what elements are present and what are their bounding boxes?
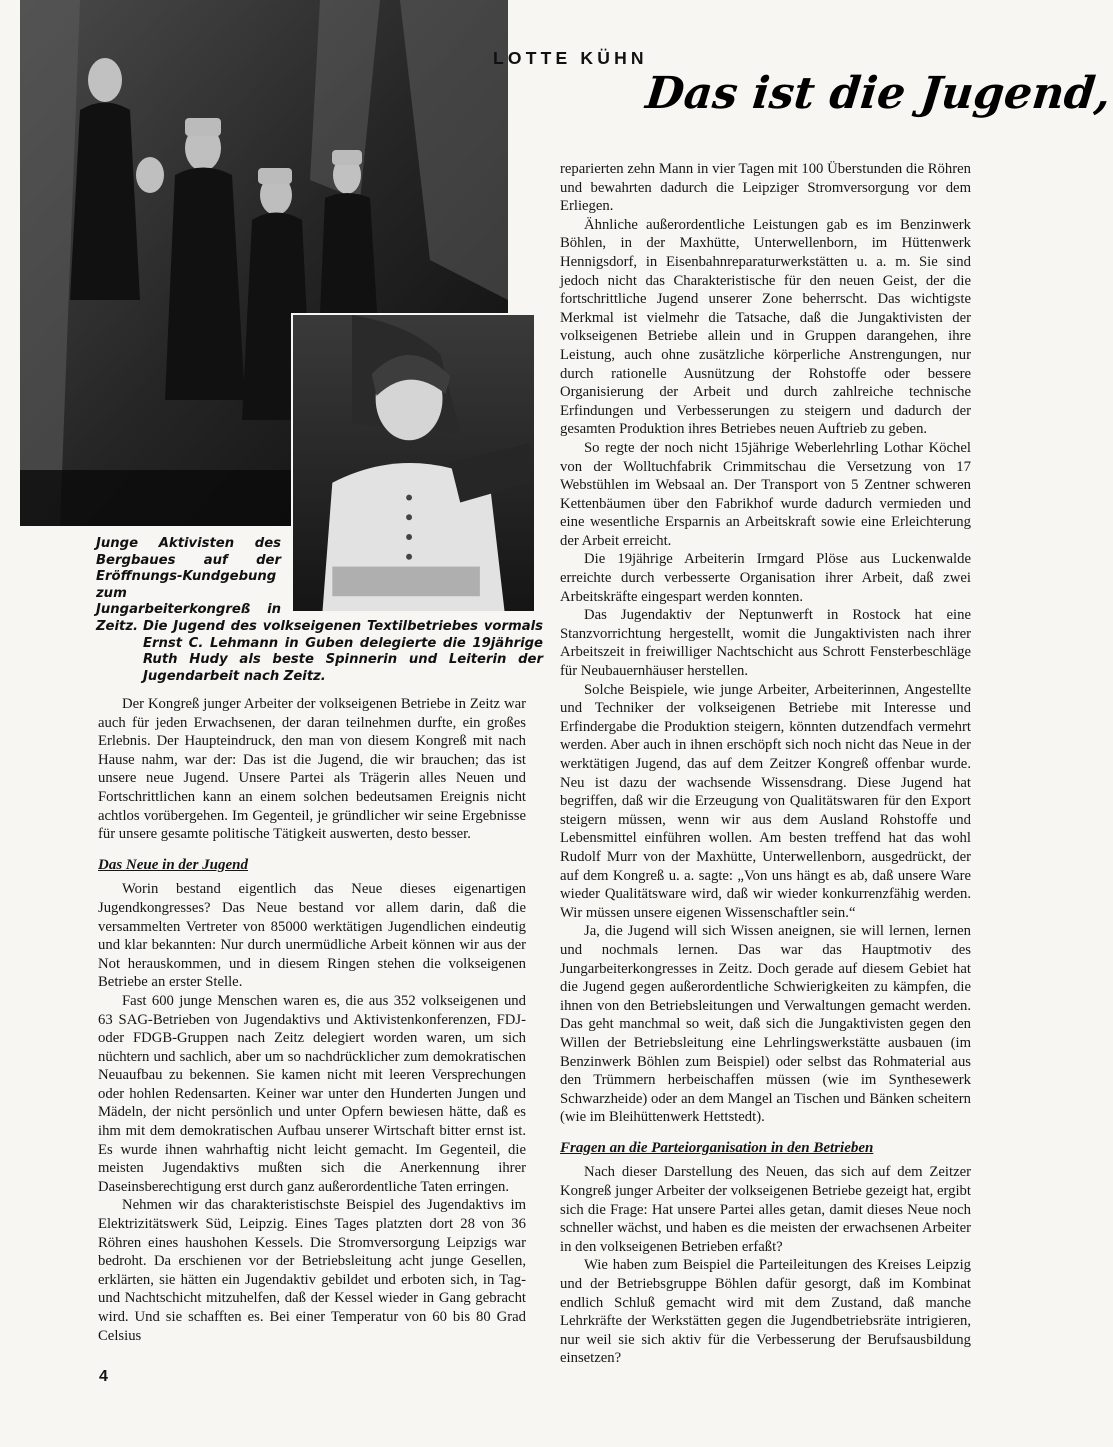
paragraph: Solche Beispiele, wie junge Arbeiter, Arbeiterinnen, Angestellte und Techniker der volkseigenen Betriebe mit Interesse und Erfindergabe die Produktion steigern, könnten dutzendfach vermehrt werden. Aber auch in ihnen erschöpft sich noch nicht das Neue in der werktätigen Jugend, das auf dem Zeitzer Kongreß offenbar wurde. Neu ist dazu der wachsende Wissensdrang. Diese Jugend hat begriffen, daß wir die Erzeugung von Qualitätswaren für den Export steigern müssen, wenn wir aus dem Ausland Rohstoffe und Lebensmittel einführen wollen. Am besten treffend hat das wohl Rudolf Murr von der Maxhütte, Unterwellenborn, ausgedrückt, der auf dem Kongreß u. a. sagte: „Von uns hängt es ab, daß unsere Ware wieder Qualitätsware wird, daß wir wieder konkurrenzfähig werden. Wir müssen unsere eigenen Wissenschaftler sein.“: [560, 681, 971, 921]
paragraph: Ja, die Jugend will sich Wissen aneignen, sie will lernen, lernen und nochmals lernen. Das war das Hauptmotiv des Jungarbeiterkongresses in Zeitz. Doch gerade auf diesem Gebiet hat die Jugend gegen außerordentliche Schwierigkeiten zu kämpfen, die ihnen von den Betriebsleitungen und Verwaltungen gemacht werden. Das geht manchmal so weit, daß sich die Jungaktivisten gegen den Willen der Betriebsleitung eine Lehrlingswerkstätte ausbauen (im Benzinwerk Böhlen zum Beispiel) oder selbst das Rohmaterial aus den Trümmern herbeischaffen müssen (wie im Synthesewerk Schwarzheide) oder an dem Mangel an Tischen und Bänken scheitern (wie im Bleihüttenwerk Hettstedt).: [560, 923, 971, 1126]
paragraph: reparierten zehn Mann in vier Tagen mit 100 Überstunden die Röhren und bewahrten dadurch die Leipziger Stromversorgung vor dem Erliegen.: [560, 161, 971, 215]
photo-caption-spinner: Die Jugend des volkseigenen Textilbetriebes vormals Ernst C. Lehmann in Guben delegierte die 19jährige Ruth Hudy als beste Spinnerin und Leiterin der Jugendarbeit nach Zeitz.: [143, 619, 543, 684]
spinner-photo: [291, 313, 536, 613]
right-text-column: [560, 160, 971, 1368]
paragraph: Fast 600 junge Menschen waren es, die aus 352 volkseigenen und 63 SAG-Betrieben von Jugendaktivs und Aktivistenkonferenzen, FDJ- oder FDGB-Gruppen nach Zeitz delegiert worden waren, um sich nüchtern und sachlich, aber um so nachdrücklicher zum demokratischen Neuaufbau zu bekennen. Sie kamen nicht mit leeren Versprechungen oder hohlen Redensarten. Keiner war unter den Hunderten Jungen und Mädeln, der nicht persönlich und unter Opfern bewiesen hätte, daß es ihm mit dem demokratischen Aufbau unserer Wirtschaft bitter ernst ist. Es wurde ihnen wahrhaftig nicht leicht gemacht. Im Gegenteil, die meisten Jugendaktivs mußten sich die Anerkennung ihrer Daseinsberechtigung erst durch ganz außerordentliche Taten erringen.: [98, 992, 526, 1195]
paragraph: Wie haben zum Beispiel die Parteileitungen des Kreises Leipzig und der Betriebsgruppe Böhlen dafür gesorgt, daß im Kombinat endlich Schluß gemacht wird mit dem Zustand, daß manche Lehrkräfte der Werkstätten gegen die Jugendbetriebsräte intrigieren, nur weil sie sich aktiv für die Verbesserung der Berufsausbildung einsetzen?: [560, 1257, 971, 1367]
photo-caption-activists: Junge Aktivisten des Bergbaues auf der Eröffnungs-Kundgebung zum Jungarbeiterkongreß in Zeitz.: [96, 536, 281, 634]
left-text-column: [98, 695, 526, 1345]
paragraph: Das Jugendaktiv der Neptunwerft in Rostock hat eine Stanzvorrichtung hergestellt, womit die Jungaktivisten nach ihrer Arbeitszeit in freiwilliger Nachtschicht aus Schrott Fensterbeschläge für Neubauernhäuser herstellen.: [560, 607, 971, 680]
paragraph: Nach dieser Darstellung des Neuen, das sich auf dem Zeitzer Kongreß junger Arbeiter der volkseigenen Betriebe gezeigt hat, ergibt sich die Frage: Hat unsere Partei alles getan, damit dieses Neue noch schneller wächst, und haben es die meisten der erwachsenen Arbeiter in den volkseigenen Betrieben erfaßt?: [560, 1164, 971, 1255]
author-byline: LOTTE KÜHN: [493, 48, 648, 68]
paragraph: So regte der noch nicht 15jährige Weberlehrling Lothar Köchel von der Wolltuchfabrik Crimmitschau die Versetzung von 17 Webstühlen im Websaal an. Der Transport von 5 Zentner schweren Kettenbäumen über den Fabrikhof wurde dadurch vermieden und eine wesentliche Ersparnis an Arbeitskraft sowie eine Erleichterung der Arbeit erreicht.: [560, 439, 971, 549]
paragraph: Die 19jährige Arbeiterin Irmgard Plöse aus Luckenwalde erreichte durch verbesserte Organisation ihrer Arbeit, daß zwei Arbeitskräfte eingespart werden konnten.: [560, 551, 971, 605]
paragraph: Ähnliche außerordentliche Leistungen gab es im Benzinwerk Böhlen, in der Maxhütte, Unterwellenborn, im Hüttenwerk Hennigsdorf, in Eisenbahnreparaturwerkstätten u. a. m. Sie sind jedoch nicht das Charakteristische für den neuen Geist, der die fortschrittliche Jugend unserer Zone beherrscht. Das wichtigste Merkmal ist vielmehr die Tatsache, daß die Jungaktivisten der volkseigenen Betriebe allein und in Gruppen darangehen, ihre Leistung, auch ohne zusätzliche körperliche Anstrengungen, nur durch rationelle Ausnützung der Rohstoffe oder bessere Organisierung der Arbeit und durch zahlreiche technische Erfindungen und Verbesserungen zu steigern und dadurch der gesamten Produktion ihres Betriebes neuen Auftrieb zu geben.: [560, 216, 971, 438]
section-subheading: Fragen an die Parteiorganisation in den Betrieben: [560, 1139, 874, 1156]
paragraph: Worin bestand eigentlich das Neue dieses eigenartigen Jugendkongresses? Das Neue bestand vor allem darin, daß die versammelten Vertreter von 85000 werktätigen Jugendlichen eindeutig und klar bekannten: Nur durch unermüdliche Arbeit können wir aus der Not herauskommen, und in diesem Ringen stehen die volkseigenen Betriebe an erster Stelle.: [98, 881, 526, 991]
article-headline: Das ist die Jugend,: [643, 68, 1113, 119]
paragraph: Nehmen wir das charakteristischste Beispiel des Jugendaktivs im Elektrizitätswerk Süd, Leipzig. Eines Tages platzten dort 28 von 36 Röhren eines haushohen Kessels. Die Stromversorgung Leipzigs war bedroht. Da erschienen vor der Betriebsleitung acht junge Gesellen, erklärten, sie hätten ein Jugendaktiv gebildet und erboten sich, in Tag- und Nachtschicht mitzuhelfen, daß der Kessel wieder in Gang gebracht wird. Und sie schafften es. Bei einer Temperatur von 60 bis 80 Grad Celsius: [98, 1197, 526, 1344]
section-subheading: Das Neue in der Jugend: [98, 856, 249, 873]
paragraph: Der Kongreß junger Arbeiter der volkseigenen Betriebe in Zeitz war auch für jeden Erwachsenen, der daran teilnehmen durfte, ein großes Erlebnis. Der Haupteindruck, den man von diesem Kongreß mit nach Hause nahm, war der: Das ist die Jugend, die wir brauchen; das ist unsere neue Jugend. Unsere Partei als Trägerin alles Neuen und Fortschrittlichen kann an einem solchen bedeutsamen Ereignis nicht achtlos vorübergehen. Im Gegenteil, je gründlicher wir seine Ergebnisse für unsere gesamte politische Tätigkeit auswerten, desto besser.: [98, 696, 526, 843]
page-number: 4: [99, 1368, 108, 1385]
